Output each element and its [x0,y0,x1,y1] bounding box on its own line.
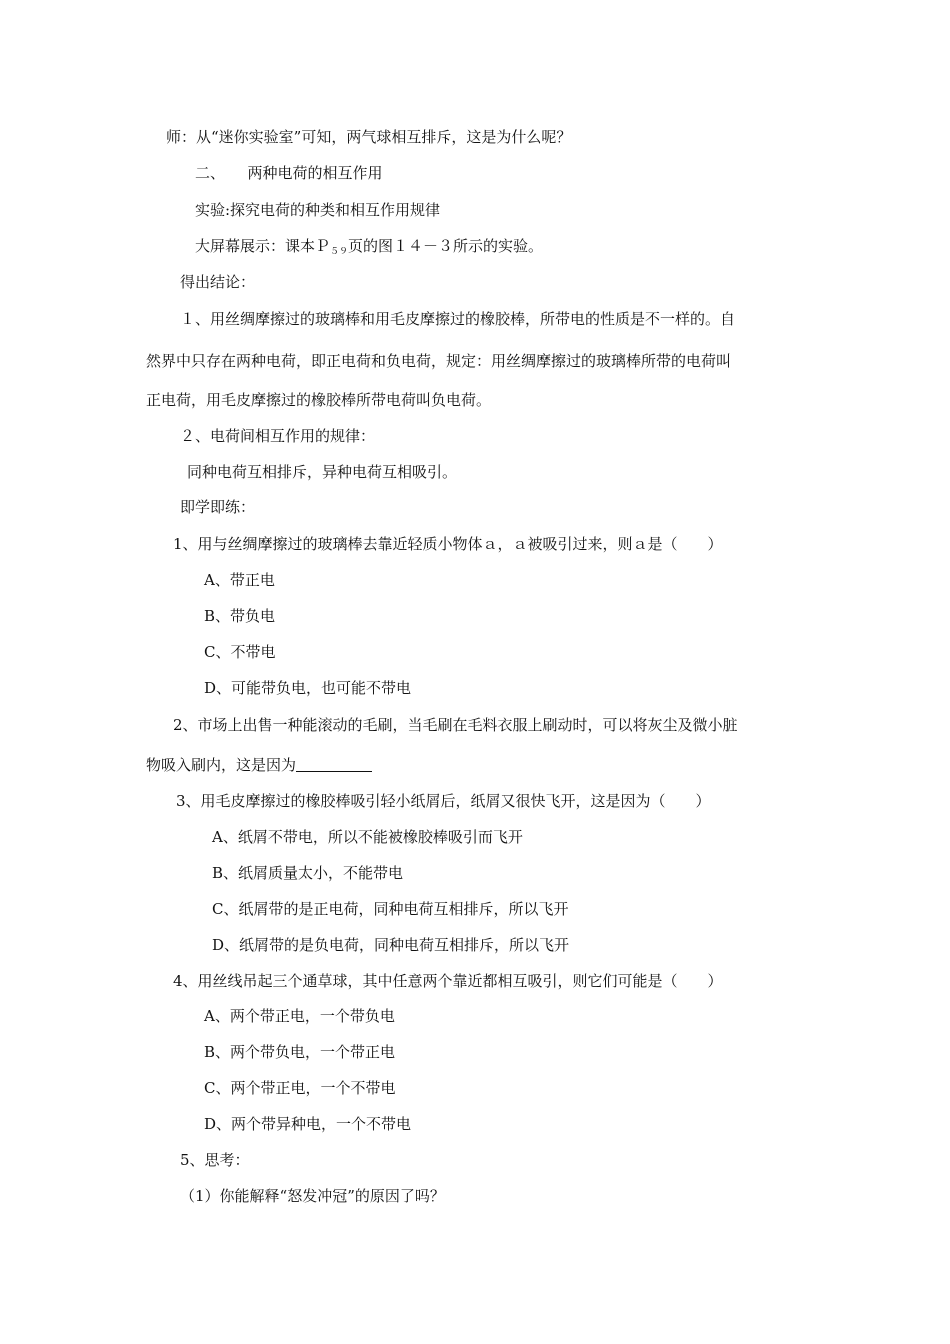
conclusion-2-rule: 同种电荷互相排斥，异种电荷互相吸引。 [187,463,458,481]
question-4-option-d: D、两个带异种电，一个不带电 [204,1115,412,1133]
question-1-option-b: B、带负电 [204,607,276,625]
question-2-line-1: 2、市场上出售一种能滚动的毛刷，当毛刷在毛料衣服上刷动时，可以将灰尘及微小脏 [173,716,738,734]
question-4-option-b: B、两个带负电，一个带正电 [204,1043,396,1061]
question-3: 3、用毛皮摩擦过的橡胶棒吸引轻小纸屑后，纸屑又很快飞开，这是因为（ ） [176,792,711,810]
practice-label: 即学即练： [180,498,256,516]
question-1: 1、用与丝绸摩擦过的玻璃棒去靠近轻质小物体ａ，ａ被吸引过来，则ａ是（ ） [173,535,723,553]
screen-display-suffix: 页的图１４－３所示的实验。 [348,237,544,255]
question-1-option-c: C、不带电 [204,643,276,661]
experiment-title: 实验:探究电荷的种类和相互作用规律 [195,201,441,219]
conclusion-2: ２、电荷间相互作用的规律： [180,427,376,445]
section-heading: 二、 两种电荷的相互作用 [195,164,383,182]
conclusion-1-line-2: 然界中只存在两种电荷，即正电荷和负电荷，规定：用丝绸摩擦过的玻璃棒所带的电荷叫 [146,352,732,370]
question-4-option-a: A、两个带正电，一个带负电 [204,1007,395,1025]
conclusion-1-line-1: １、用丝绸摩擦过的玻璃棒和用毛皮摩擦过的橡胶棒，所带电的性质是不一样的。自 [180,310,736,328]
question-3-option-c: C、纸屑带的是正电荷，同种电荷互相排斥，所以飞开 [212,900,569,918]
teacher-question: 师：从“迷你实验室”可知，两气球相互排斥，这是为什么呢？ [166,128,572,146]
question-5: 5、思考： [180,1151,250,1169]
conclusion-1-line-3: 正电荷，用毛皮摩擦过的橡胶棒所带电荷叫负电荷。 [146,391,492,409]
question-4-option-c: C、两个带正电，一个不带电 [204,1079,396,1097]
question-2-line-2 [146,756,372,774]
question-3-option-a: A、纸屑不带电，所以不能被橡胶棒吸引而飞开 [212,828,523,846]
question-4: 4、用丝线吊起三个通草球，其中任意两个靠近都相互吸引，则它们可能是（ ） [173,972,723,990]
screen-display [195,237,543,261]
screen-display-prefix: 大屏幕展示：课本Ｐ [195,237,331,255]
question-1-option-d: D、可能带负电，也可能不带电 [204,679,412,697]
question-3-option-d: D、纸屑带的是负电荷，同种电荷互相排斥，所以飞开 [212,936,570,954]
answer-blank[interactable] [296,757,372,772]
question-5-sub-1: （1）你能解释“怒发冲冠”的原因了吗？ [180,1187,445,1205]
question-2-text: 物吸入刷内，这是因为 [146,756,297,774]
page-subscript: ５９ [330,247,349,257]
conclusion-label: 得出结论： [180,273,256,291]
question-1-option-a: A、带正电 [204,571,275,589]
question-3-option-b: B、纸屑质量太小，不能带电 [212,864,404,882]
